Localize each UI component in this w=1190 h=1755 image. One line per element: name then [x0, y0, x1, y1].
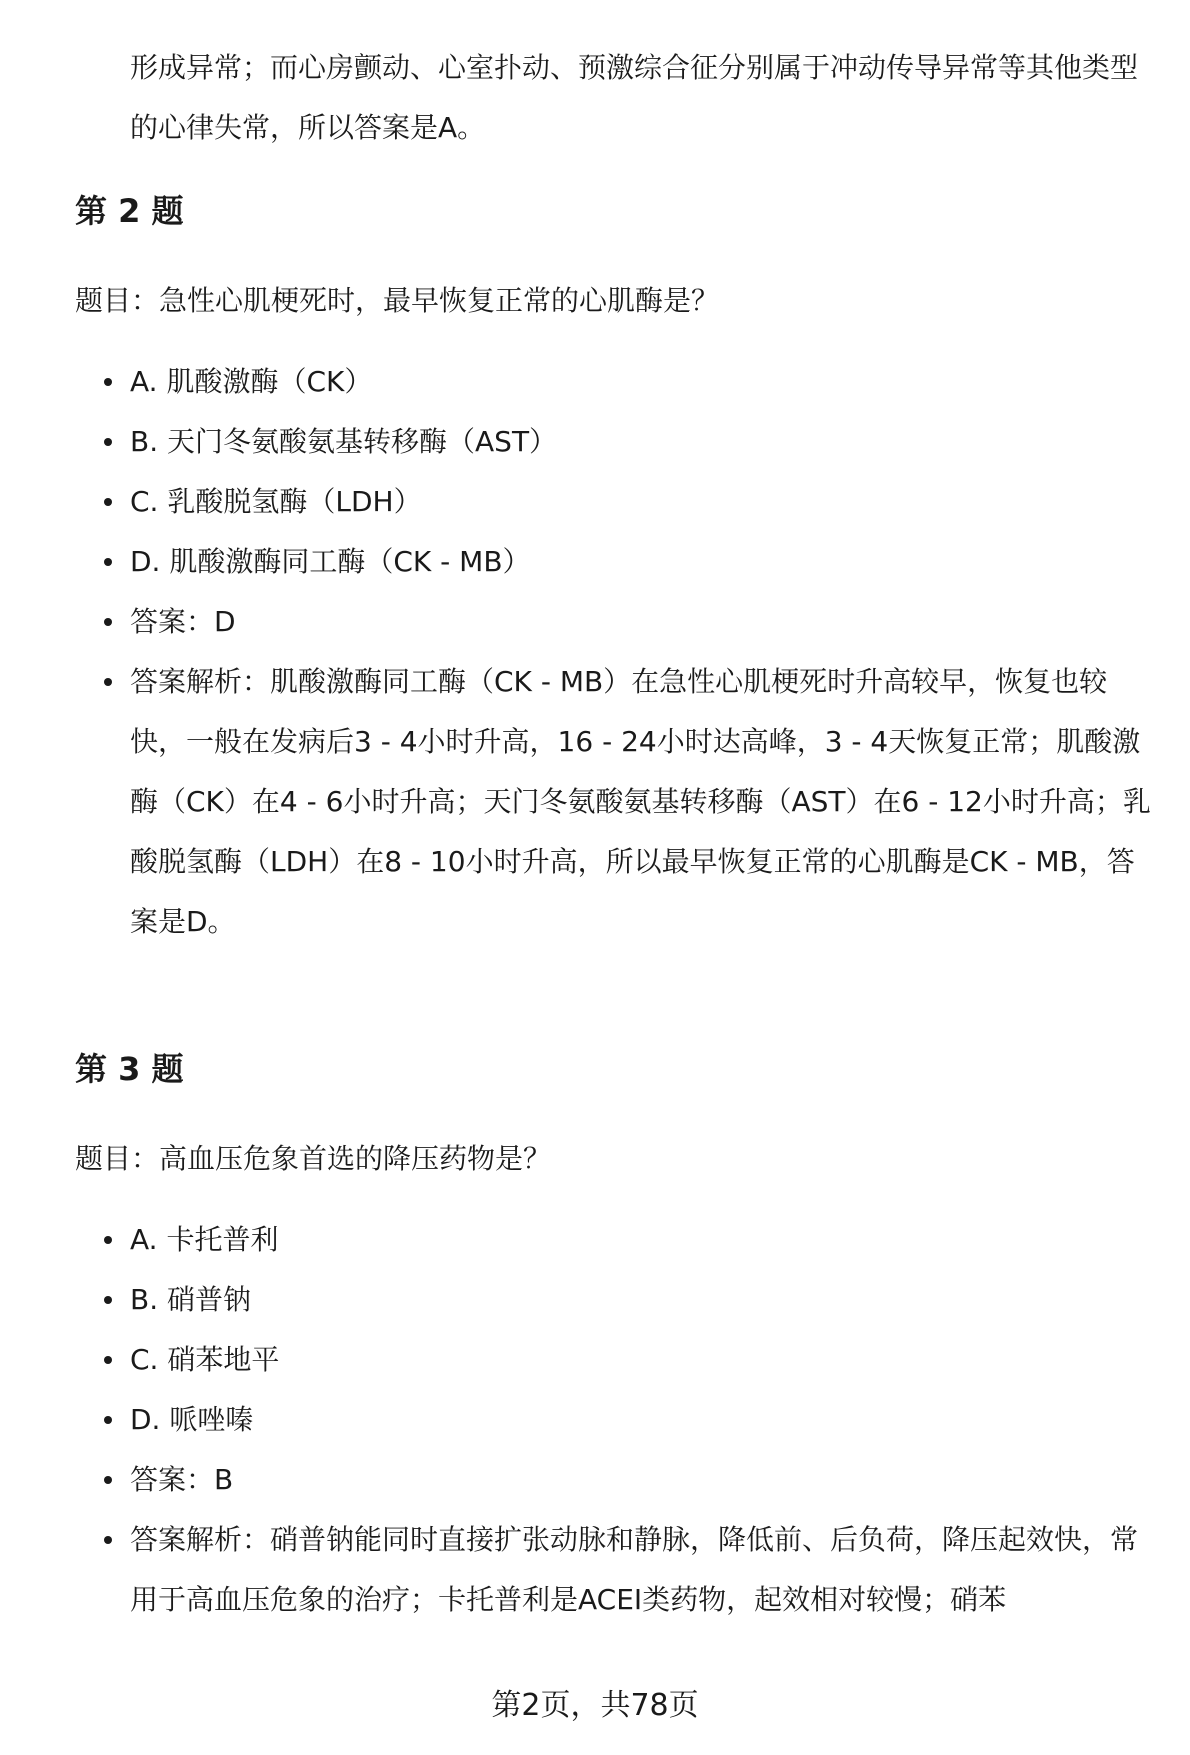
option-item: A. 卡托普利 — [0, 1210, 1190, 1270]
bullet-icon — [104, 1236, 112, 1244]
bullet-icon — [104, 618, 112, 626]
bullet-icon — [104, 1296, 112, 1304]
bullet-icon — [104, 678, 112, 686]
bullet-icon — [104, 1536, 112, 1544]
answer-item: 答案：B — [0, 1450, 1190, 1510]
bullet-icon — [104, 438, 112, 446]
bullet-icon — [104, 378, 112, 386]
bullet-icon — [104, 1476, 112, 1484]
analysis-item: 答案解析：肌酸激酶同工酶（CK - MB）在急性心肌梗死时升高较早，恢复也较快，一般在发病后3 - 4小时升高，16 - 24小时达高峰，3 - 4天恢复正常；肌酸激酶（CK）在4 - 6小时升高；天门冬氨酸氨基转移酶（AST）在6 - 12小时升高；乳酸脱氢酶（LDH）在8 - 10小时升高，所以最早恢复正常的心肌酶是CK - MB，答案是D。 — [0, 652, 1190, 952]
option-item: C. 乳酸脱氢酶（LDH） — [0, 472, 1190, 532]
option-item: B. 硝普钠 — [0, 1270, 1190, 1330]
option-item: A. 肌酸激酶（CK） — [0, 352, 1190, 412]
option-item: D. 哌唑嗪 — [0, 1390, 1190, 1450]
bullet-icon — [104, 1416, 112, 1424]
page-number-footer: 第2页，共78页 — [491, 1688, 699, 1723]
question-3-heading: 第 3 题 — [75, 1050, 184, 1088]
bullet-icon — [104, 558, 112, 566]
option-item: B. 天门冬氨酸氨基转移酶（AST） — [0, 412, 1190, 472]
question-3-options — [0, 1210, 1190, 1630]
question-2-heading: 第 2 题 — [75, 192, 184, 230]
bullet-icon — [104, 498, 112, 506]
continuation-paragraph: 形成异常；而心房颤动、心室扑动、预激综合征分别属于冲动传导异常等其他类型的心律失常，所以答案是A。 — [130, 51, 1139, 144]
analysis-item: 答案解析：硝普钠能同时直接扩张动脉和静脉，降低前、后负荷，降压起效快，常用于高血压危象的治疗；卡托普利是ACEI类药物，起效相对较慢；硝苯 — [0, 1510, 1190, 1630]
answer-item: 答案：D — [0, 592, 1190, 652]
option-item: C. 硝苯地平 — [0, 1330, 1190, 1390]
question-2-prompt: 题目：急性心肌梗死时，最早恢复正常的心肌酶是？ — [75, 284, 720, 317]
bullet-icon — [104, 1356, 112, 1364]
option-item: D. 肌酸激酶同工酶（CK - MB） — [0, 532, 1190, 592]
question-2-options — [0, 352, 1190, 952]
question-3-prompt: 题目：高血压危象首选的降压药物是？ — [75, 1142, 552, 1175]
